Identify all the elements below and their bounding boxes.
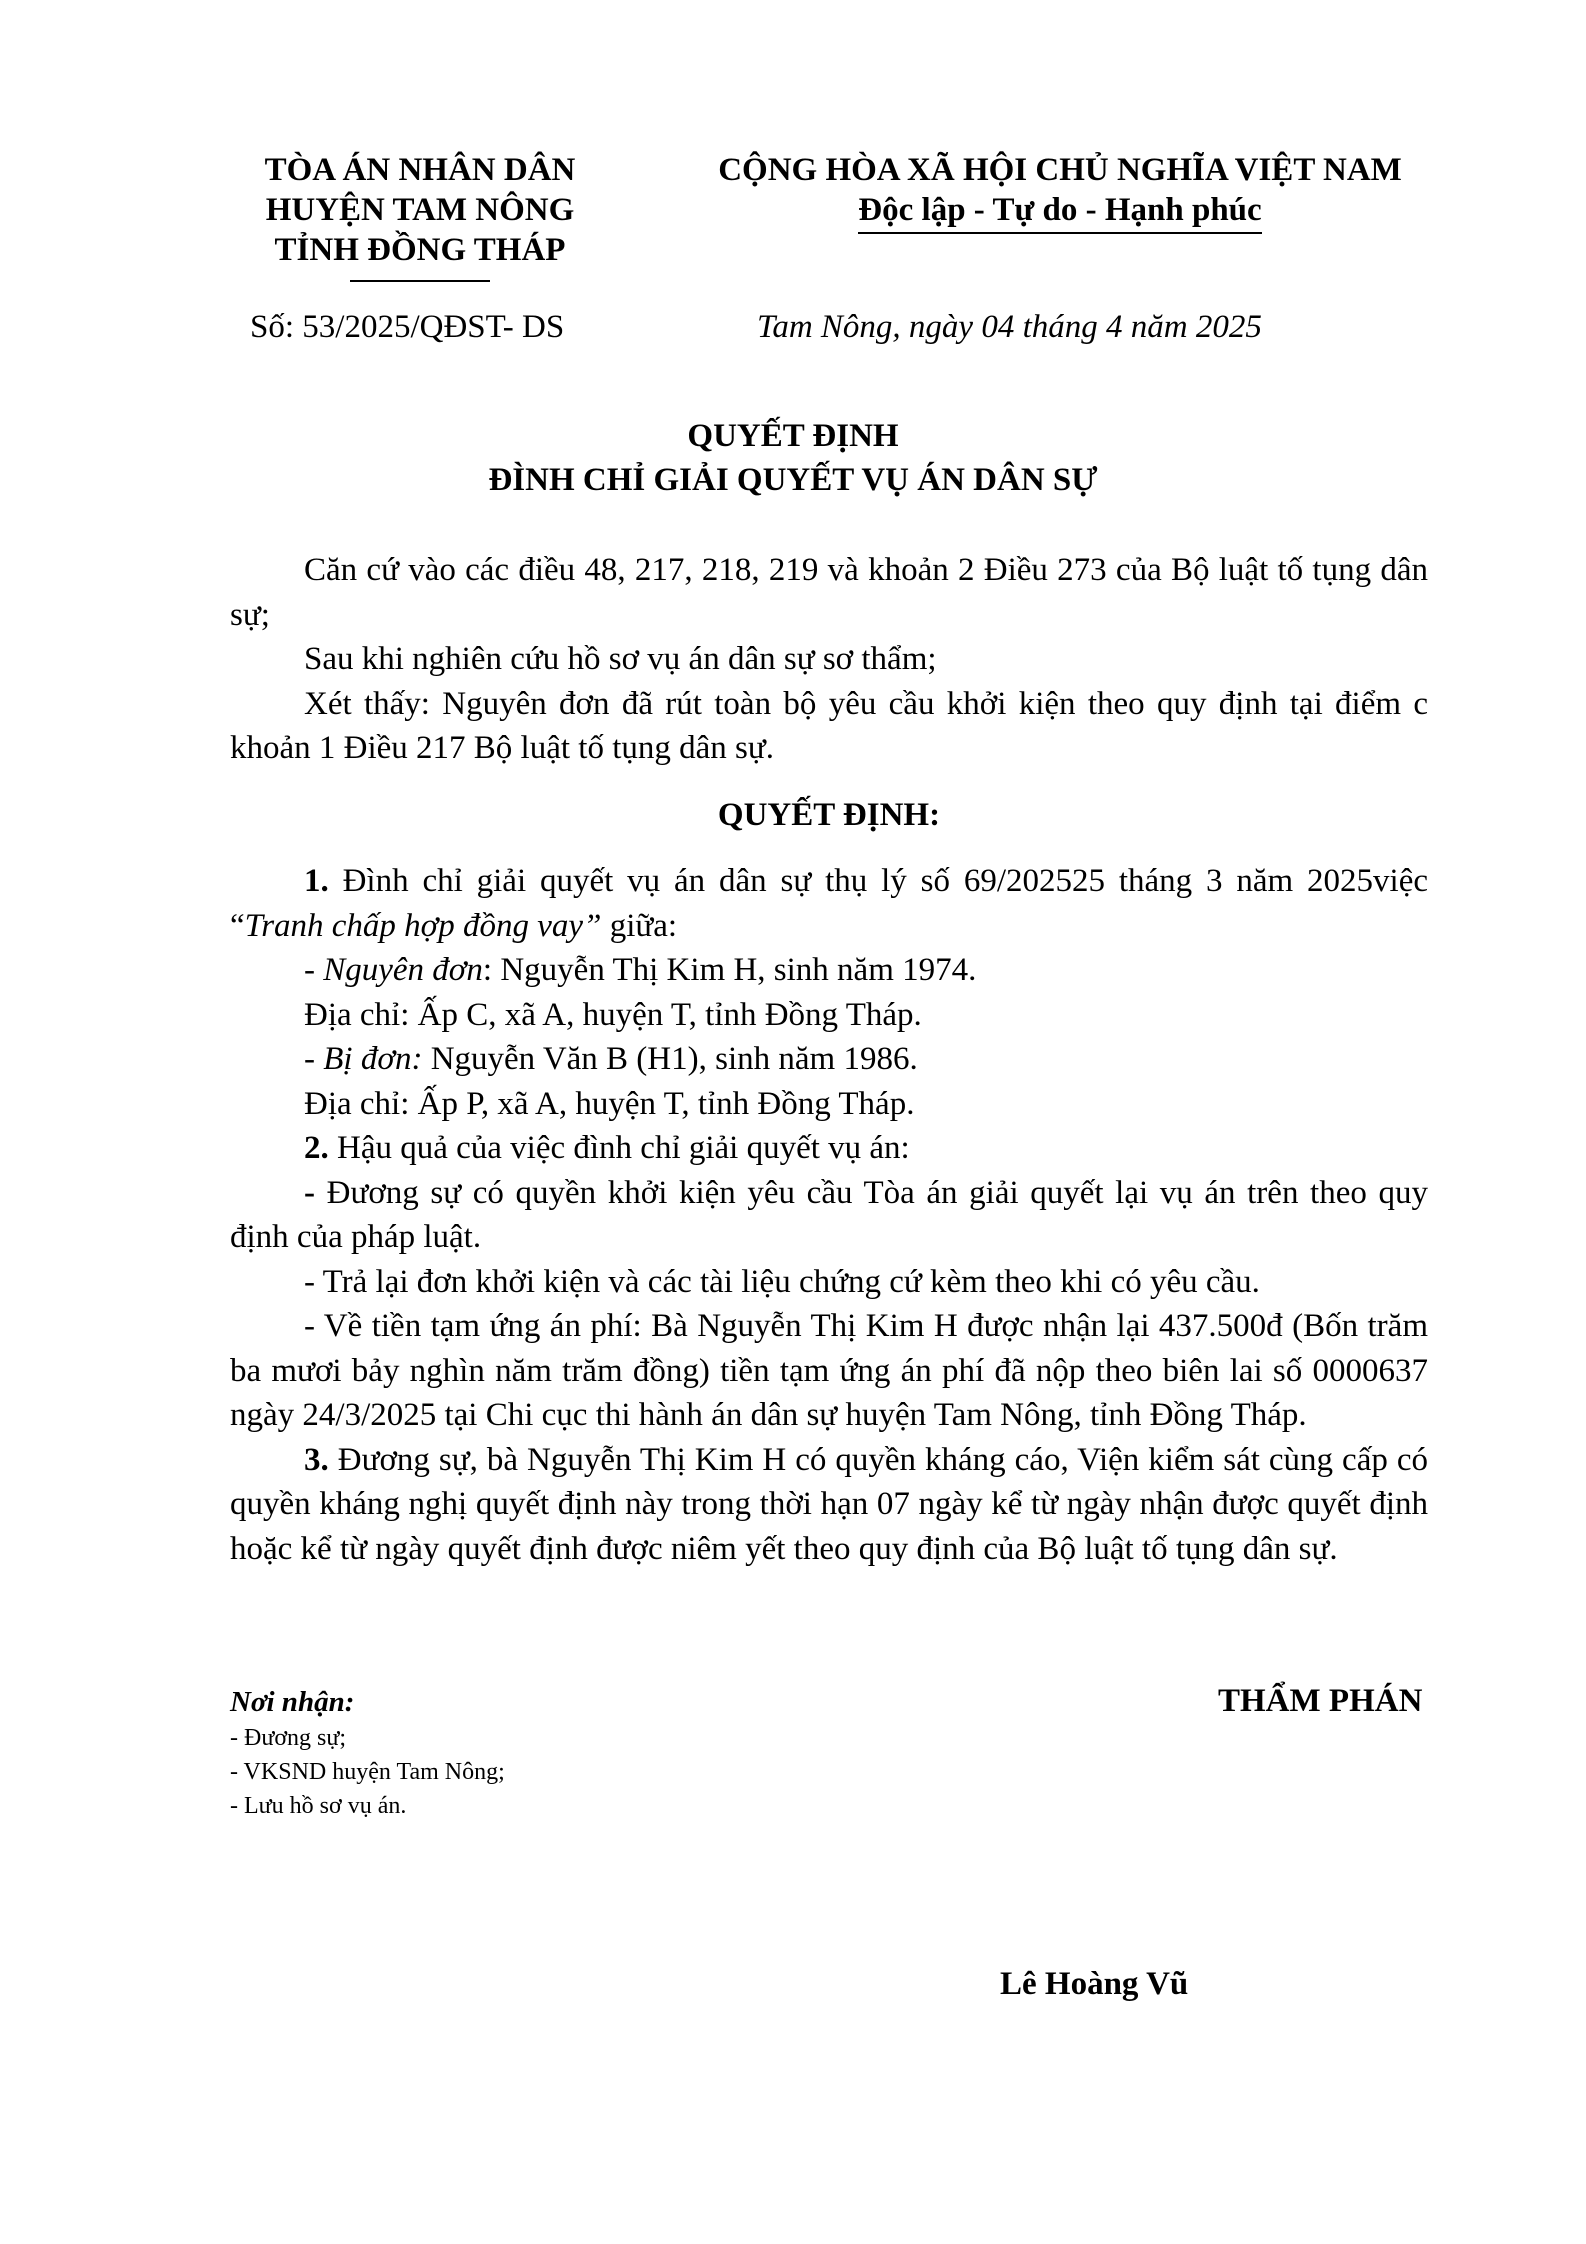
preamble-review: Sau khi nghiên cứu hồ sơ vụ án dân sự sơ thẩm; [304, 641, 937, 677]
nation-name: CỘNG HÒA XÃ HỘI CHỦ NGHĨA VIỆT NAM [718, 152, 1402, 188]
plaintiff-info: : Nguyễn Thị Kim H, sinh năm 1974. [482, 952, 977, 988]
item-2-text: Hậu quả của việc đình chỉ giải quyết vụ án: [328, 1130, 910, 1166]
decision-item-2 [230, 1126, 1428, 1171]
item-2a-dash: - [304, 1174, 315, 1211]
decision-item-1 [230, 859, 1428, 948]
document-title [0, 414, 1586, 502]
preamble-finding: Xét thấy: Nguyên đơn đã rút toàn bộ yêu cầu khởi kiện theo quy định tại điểm c khoản 1 Điều 217 Bộ luật tố tụng dân sự. [230, 685, 1428, 766]
preamble-legal-basis: Căn cứ vào các điều 48, 217, 218, 219 và khoản 2 Điều 273 của Bộ luật tố tụng dân sự; [230, 552, 1428, 633]
item-1-text: Đình chỉ giải quyết vụ án dân sự thụ lý số 69/202525 tháng 3 năm 2025việc “ [230, 863, 1428, 944]
recipient-item: - Đương sự; [230, 1725, 347, 1751]
item-2-return-documents: - Trả lại đơn khởi kiện và các tài liệu chứng cứ kèm theo khi có yêu cầu. [304, 1263, 1260, 1300]
national-motto: Độc lập - Tự do - Hạnh phúc [858, 190, 1261, 234]
court-underline [350, 280, 490, 282]
item-3-number: 3. [304, 1441, 329, 1478]
item-2-court-fee: - Về tiền tạm ứng án phí: Bà Nguyễn Thị Kim H được nhận lại 437.500đ (Bốn trăm ba mươi bảy nghìn năm trăm đồng) tiền tạm ứng án phí đã nộp theo biên lai số 0000637 ngày 24/3/2025 tại Chi cục thi hành án dân sự huyện Tam Nông, tỉnh Đồng Tháp. [230, 1308, 1428, 1433]
court-province-line: TỈNH ĐỒNG THÁP [274, 232, 566, 268]
national-header [680, 150, 1440, 234]
document-body [230, 548, 1428, 1571]
recipient-item: - VKSND huyện Tam Nông; [230, 1759, 505, 1785]
item-2a-text: Đương sự có quyền khởi kiện yêu cầu Tòa án giải quyết lại vụ án trên theo quy định của pháp luật. [230, 1174, 1428, 1255]
defendant-info: Nguyễn Văn B (H1), sinh năm 1986. [422, 1041, 918, 1077]
document-number: Số: 53/2025/QĐST- DS [250, 309, 565, 345]
recipients-block [230, 1683, 505, 1823]
recipient-item: - Lưu hồ sơ vụ án. [230, 1793, 407, 1819]
court-district-line: HUYỆN TAM NÔNG [265, 192, 575, 228]
item-1-text-end: giữa: [601, 907, 678, 944]
decision-item-3 [230, 1438, 1428, 1572]
place-date: Tam Nông, ngày 04 tháng 4 năm 2025 [757, 309, 1262, 345]
case-subject: Tranh chấp hợp đồng vay” [244, 907, 602, 944]
plaintiff-address: Địa chỉ: Ấp C, xã A, huyện T, tỉnh Đồng Tháp. [304, 996, 922, 1033]
item-2-right-to-sue [230, 1171, 1428, 1260]
title-line-1: QUYẾT ĐỊNH [687, 418, 899, 454]
item-1-number: 1. [304, 863, 329, 899]
defendant-address: Địa chỉ: Ấp P, xã A, huyện T, tỉnh Đồng Tháp. [304, 1085, 915, 1122]
signature-name: Lê Hoàng Vũ [1000, 1966, 1189, 2002]
signature-title: THẨM PHÁN [1218, 1683, 1423, 1719]
defendant-label: Bị đơn: [323, 1041, 423, 1077]
recipients-title: Nơi nhận: [230, 1686, 355, 1718]
court-name-line: TÒA ÁN NHÂN DÂN [264, 152, 576, 188]
item-2-number: 2. [304, 1130, 329, 1166]
plaintiff-line: - Nguyên đơn: Nguyễn Thị Kim H, sinh năm 1974. [304, 952, 977, 988]
court-name-block [205, 150, 635, 282]
title-line-2: ĐÌNH CHỈ GIẢI QUYẾT VỤ ÁN DÂN SỰ [488, 462, 1098, 498]
decision-heading: QUYẾT ĐỊNH: [717, 796, 941, 833]
item-3-text: Đương sự, bà Nguyễn Thị Kim H có quyền kháng cáo, Viện kiểm sát cùng cấp có quyền kháng nghị quyết định này trong thời hạn 07 ngày kể từ ngày nhận được quyết định hoặc kể từ ngày quyết định được niêm yết theo quy định của Bộ luật tố tụng dân sự. [230, 1441, 1428, 1567]
plaintiff-label: Nguyên đơn [323, 952, 483, 988]
defendant-line: - Bị đơn: Nguyễn Văn B (H1), sinh năm 1986. [304, 1041, 918, 1077]
